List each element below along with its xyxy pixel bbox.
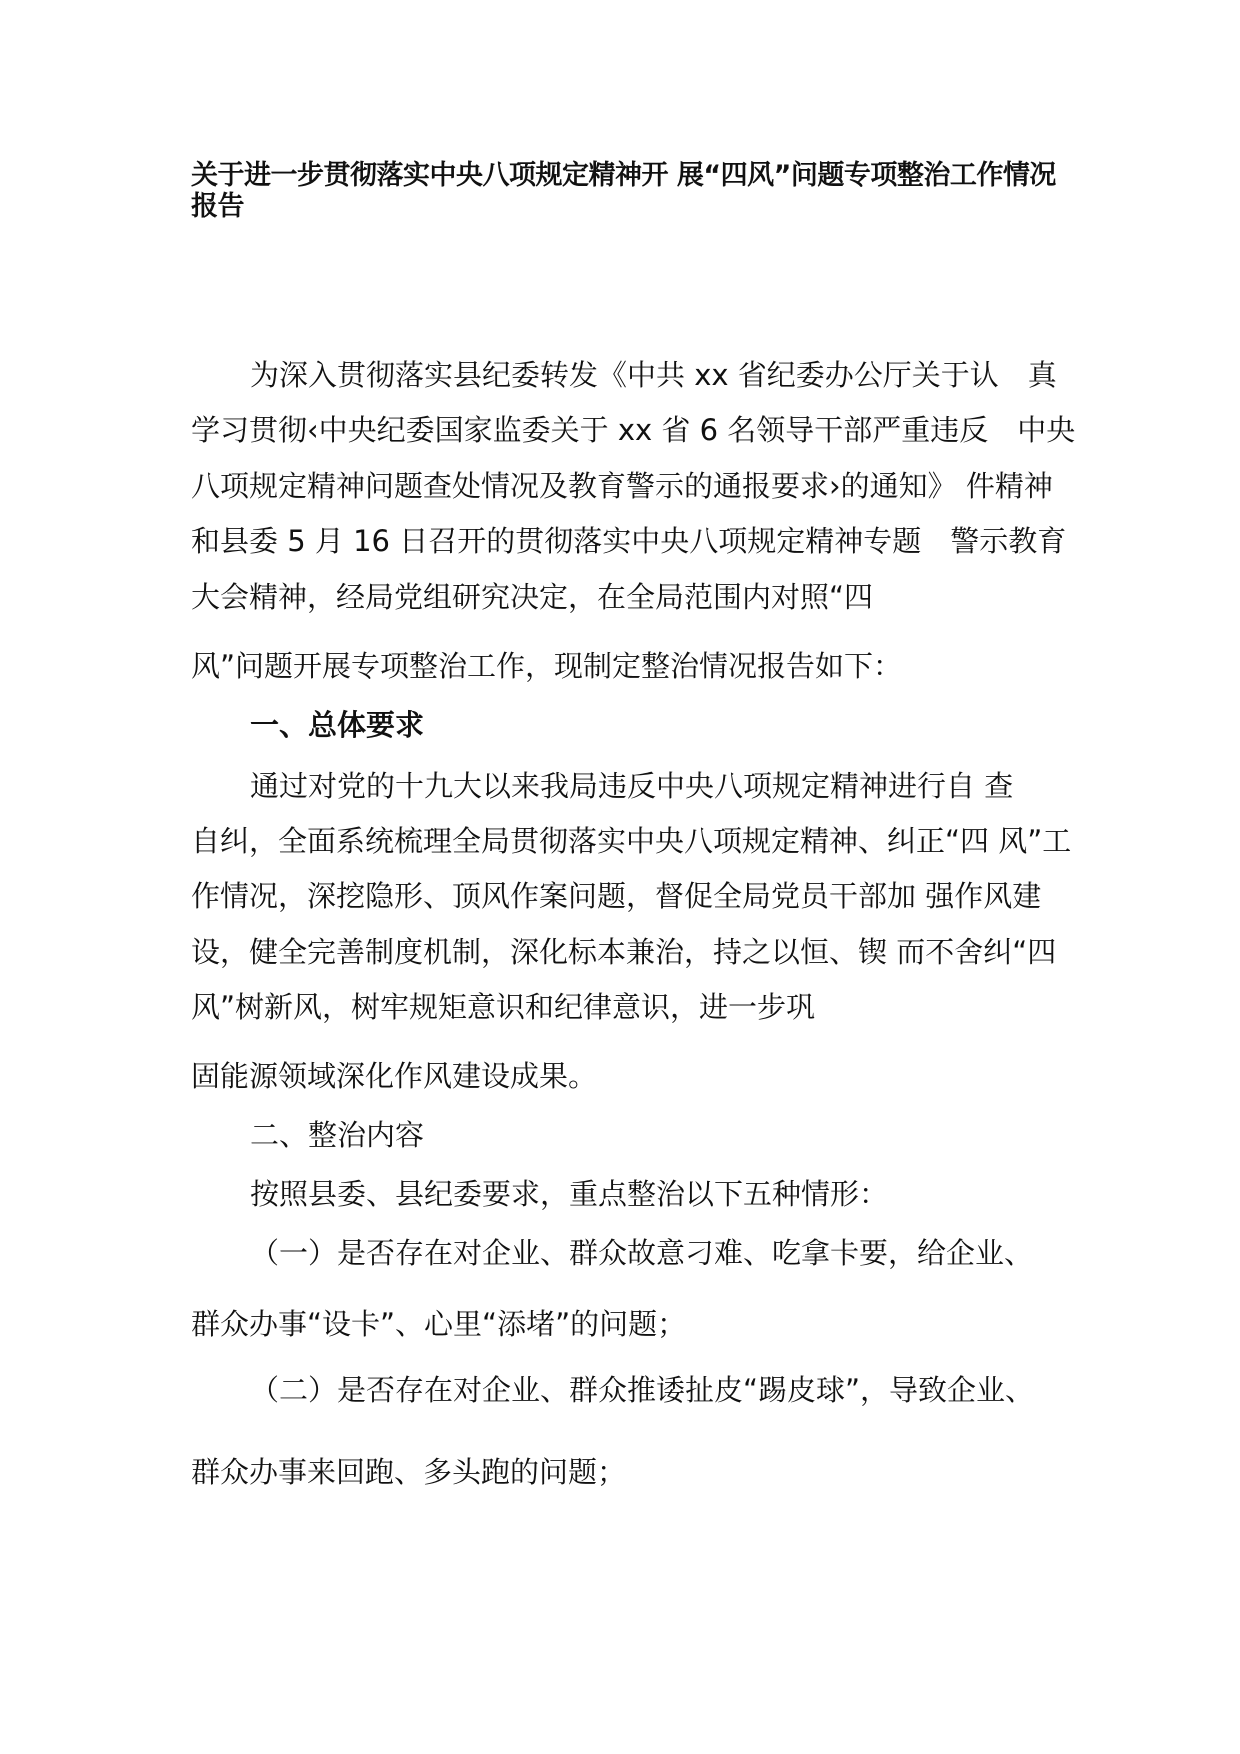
paragraph-line: 群众办事来回跑、多头跑的问题；: [191, 1455, 627, 1489]
paragraph-line: 群众办事“设卡”、心里“添堵”的问题；: [191, 1307, 687, 1341]
paragraph-line: 固能源领域深化作风建设成果。: [191, 1059, 598, 1093]
paragraph-line: 大会精神，经局党组研究决定，在全局范围内对照“四: [191, 580, 874, 614]
paragraph-line: 学习贯彻‹中央纪委国家监委关于 xx 省 6 名领导干部严重违反 中央: [191, 413, 1076, 447]
paragraph-line: 风”问题开展专项整治工作，现制定整治情况报告如下：: [191, 649, 903, 683]
paragraph-line: 通过对党的十九大以来我局违反中央八项规定精神进行自 查: [250, 769, 1014, 803]
paragraph-line: 八项规定精神问题查处情况及教育警示的通报要求›的通知》 件精神: [191, 469, 1053, 503]
paragraph-line: 设，健全完善制度机制，深化标本兼治，持之以恒、锲 而不舍纠“四: [191, 935, 1057, 969]
section-heading-2: 二、整治内容: [250, 1118, 425, 1152]
paragraph-line: 风”树新风，树牢规矩意识和纪律意识，进一步巩: [191, 990, 816, 1024]
list-item: （二）是否存在对企业、群众推诿扯皮“踢皮球”，导致企业、: [250, 1373, 1035, 1407]
paragraph-line: 按照县委、县纪委要求，重点整治以下五种情形：: [250, 1177, 889, 1211]
paragraph-line: 和县委 5 月 16 日召开的贯彻落实中央八项规定精神专题 警示教育: [191, 524, 1067, 558]
section-heading-1: 一、总体要求: [250, 708, 425, 742]
list-item: （一）是否存在对企业、群众故意刁难、吃拿卡要，给企业、: [250, 1236, 1034, 1270]
document-title: 关于进一步贯彻落实中央八项规定精神开 展“四风”问题专项整治工作情况报告: [191, 160, 1056, 222]
paragraph-line: 自纠，全面系统梳理全局贯彻落实中央八项规定精神、纠正“四 风”工: [191, 824, 1072, 858]
paragraph-line: 为深入贯彻落实县纪委转发《中共 xx 省纪委办公厅关于认 真: [250, 358, 1057, 392]
paragraph-line: 作情况，深挖隐形、顶风作案问题，督促全局党员干部加 强作风建: [191, 879, 1042, 913]
